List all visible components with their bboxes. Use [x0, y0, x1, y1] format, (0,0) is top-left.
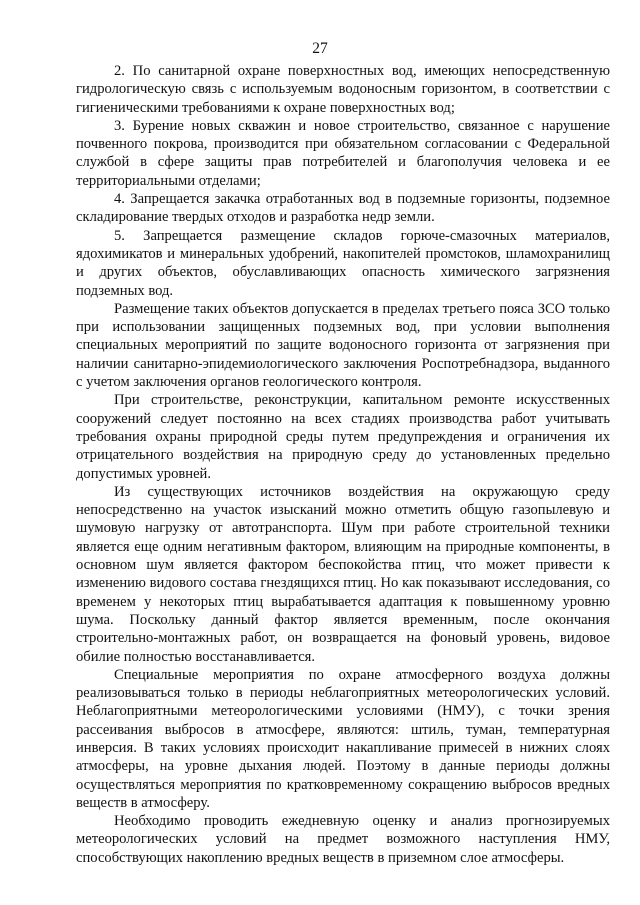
paragraph-air-protection: Специальные мероприятия по охране атмосферного воздуха должны реализовываться только в периоды неблагоприятных метеорологических условий. Неблагоприятными метеорологическими условиями (НМУ), с точки зрения рассеивания выбросов в атмосфере, являются: штиль, туман, температурная инверсия. В таких условиях происходит накапливание примесей в нижних слоях атмосферы, на уровне дыхания людей. Поэтому в данные периоды должны осуществляться мероприятия по кратковременному сокращению выбросов вредных веществ в атмосферу.: [76, 666, 610, 811]
paragraph-placement-conditions: Размещение таких объектов допускается в пределах третьего пояса ЗСО только при использовании защищенных подземных вод, при условии выполнения специальных мероприятий по защите водоносного горизонта от загрязнения при наличии санитарно-эпидемиологического заключения Роспотребнадзора, выданного с учетом заключения органов геологического контроля.: [76, 300, 610, 391]
document-body: [76, 62, 610, 867]
page-number: 27: [312, 40, 328, 57]
paragraph-construction-requirements: При строительстве, реконструкции, капитальном ремонте искусственных сооружений следует постоянно на всех стадиях производства работ учитывать требования охраны природной среды путем предупреждения и ограничения их отрицательного воздействия на природную среду до установленных предельно допустимых уровней.: [76, 392, 610, 482]
paragraph-daily-assessment: Необходимо проводить ежедневную оценку и анализ прогнозируемых метеорологических условий на предмет возможного наступления НМУ, способствующих накоплению вредных веществ в приземном слое атмосферы.: [76, 813, 610, 866]
paragraph-storage-ban: 5. Запрещается размещение складов горюче-смазочных материалов, ядохимикатов и минеральных удобрений, накопителей промстоков, шламохранилищ и других объектов, обуславливающих опасность химического загрязнения подземных вод.: [76, 227, 610, 299]
paragraph-noise-impact: Из существующих источников воздействия на окружающую среду непосредственно на участок изысканий можно отметить общую газопылевую и шумовую нагрузку от автотранспорта. Шум при работе строительной техники является еще одним негативным фактором, влияющим на природные компоненты, в основном шум является фактором беспокойства птиц, что может привести к изменению видового состава гнездящихся птиц. Но как показывают исследования, со временем у некоторых птиц вырабатывается адаптация к повышенному уровню шума. Поскольку данный фактор является временным, после окончания строительно-монтажных работ, он возвращается на фоновый уровень, видовое обилие полностью восстанавливается.: [76, 483, 610, 665]
paragraph-drilling-approval: 3. Бурение новых скважин и новое строительство, связанное с нарушение почвенного покрова, производится при обязательном согласовании с Федеральной службой в сфере защиты прав потребителей и благополучия человека и ее территориальными отделами;: [76, 117, 610, 189]
paragraph-injection-ban: 4. Запрещается закачка отработанных вод в подземные горизонты, подземное складирование твердых отходов и разработка недр земли.: [76, 191, 610, 226]
paragraph-surface-water-protection: 2. По санитарной охране поверхностных вод, имеющих непосредственную гидрологическую связь с используемым водоносным горизонтом, в соответствии с гигиеническими требованиями к охране поверхностных вод;: [76, 63, 610, 116]
